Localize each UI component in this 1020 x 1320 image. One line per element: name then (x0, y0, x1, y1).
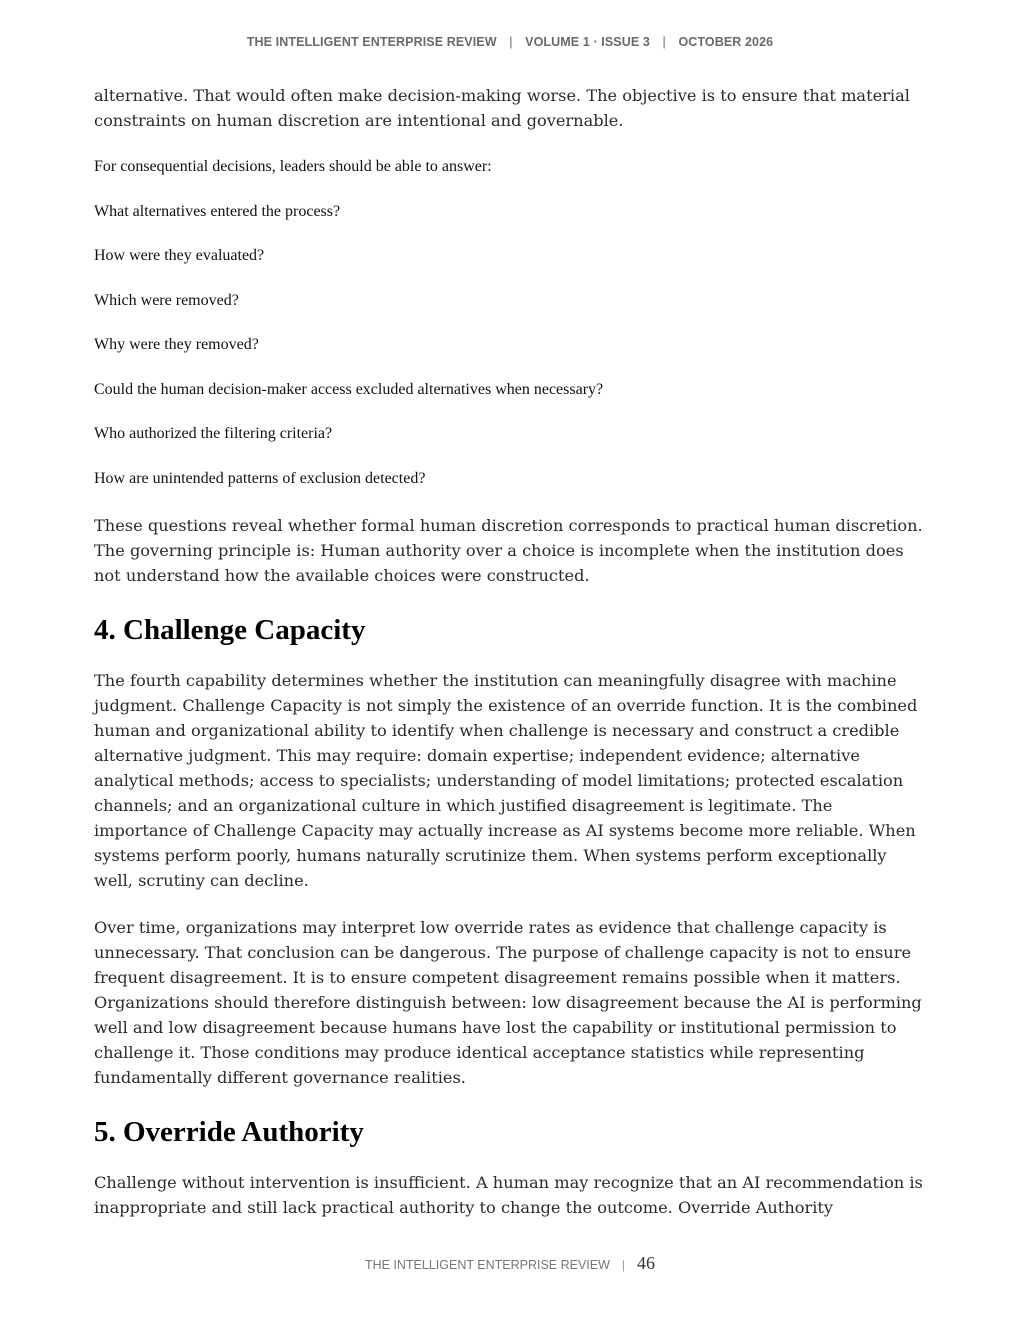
body-paragraph: Over time, organizations may interpret low override rates as evidence that challenge capacity is unnecessary. That conclusion can be dangerous. The purpose of challenge capacity is not to ensure frequent disagreement. It is to ensure competent disagreement remains possible when it matters. Organizations should therefore distinguish between: low disagreement because the AI is performing well and low disagreement because humans have lost the capability or institutional permission to challenge it. Those conditions may produce identical acceptance statistics while representing fundamentally different governance realities. (94, 917, 922, 1087)
body-paragraph: Challenge without intervention is insufficient. A human may recognize that an AI recommendation is inappropriate and still lack practical authority to change the outcome. Override Authority (94, 1172, 923, 1217)
article-body (94, 83, 930, 1242)
body-paragraph: alternative. That would often make decision-making worse. The objective is to ensure that material constraints on human discretion are intentional and governable. (94, 86, 910, 130)
page-number: 46 (637, 1253, 656, 1273)
body-paragraph: The fourth capability determines whether the institution can meaningfully disagree with machine judgment. Challenge Capacity is not simply the existence of an override function. It is the combined human and organizational ability to identify when challenge is necessary and construct a credible alternative judgment. This may require: domain expertise; independent evidence; alternative analytical methods; access to specialists; understanding of model limitations; protected escalation channels; and an organizational culture in which justified disagreement is legitimate. The importance of Challenge Capacity may actually increase as AI systems become more reliable. When systems perform poorly, humans naturally scrutinize them. When systems perform exceptionally well, scrutiny can decline. (94, 670, 918, 890)
body-paragraph: These questions reveal whether formal human discretion corresponds to practical human discretion. The governing principle is: Human authority over a choice is incomplete when the institution does not understand how the available choices were constructed. (94, 515, 923, 585)
footer-journal-title: THE INTELLIGENT ENTERPRISE REVIEW (364, 1258, 610, 1272)
question-item: How are unintended patterns of exclusion detected? (94, 469, 426, 487)
questions-list (94, 202, 930, 489)
question-item: Who authorized the filtering criteria? (94, 425, 333, 442)
header-date: OCTOBER 2026 (678, 35, 774, 49)
header-separator: | (509, 35, 513, 49)
question-item: What alternatives entered the process? (94, 202, 341, 220)
header-journal-title: THE INTELLIGENT ENTERPRISE REVIEW (246, 35, 497, 49)
header-volume-issue: VOLUME 1 · ISSUE 3 (525, 35, 650, 49)
section-heading-override-authority: 5. Override Authority (94, 1115, 364, 1148)
footer-separator: | (621, 1258, 626, 1272)
question-item: How were they evaluated? (94, 247, 265, 264)
question-item: Why were they removed? (94, 336, 259, 353)
running-footer (0, 1253, 1020, 1274)
questions-intro: For consequential decisions, leaders should be able to answer: (94, 158, 492, 175)
running-header (0, 35, 1020, 49)
question-item: Could the human decision-maker access excluded alternatives when necessary? (94, 380, 604, 398)
question-item: Which were removed? (94, 291, 239, 309)
section-heading-challenge-capacity: 4. Challenge Capacity (94, 613, 366, 646)
header-separator: | (662, 35, 666, 49)
